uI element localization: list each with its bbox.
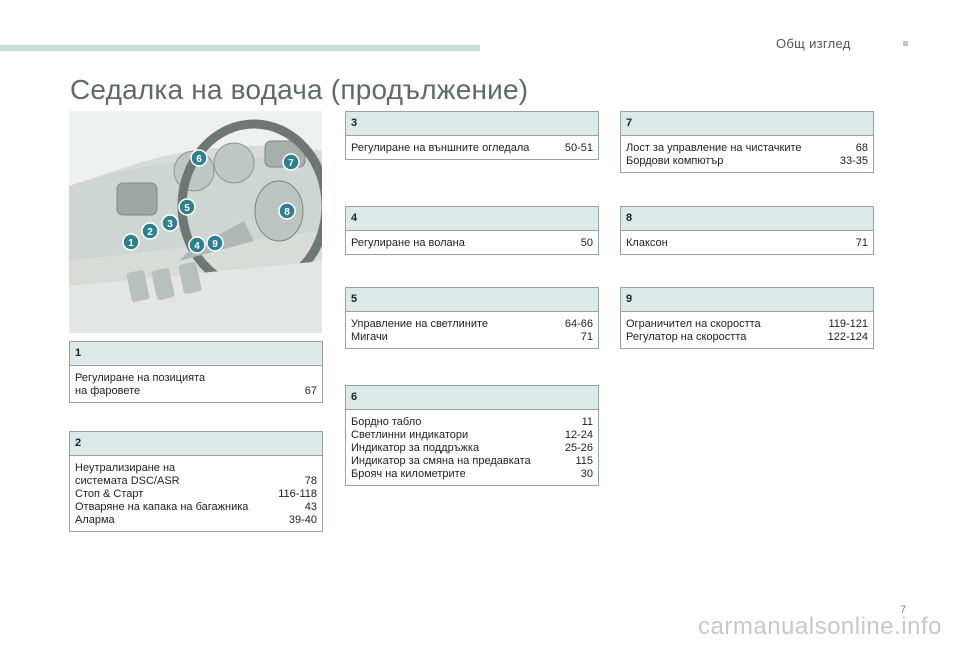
item-page: 116-118 [278, 488, 317, 500]
item-page: 78 [304, 475, 317, 487]
item-text: Регулатор на скоростта [626, 331, 747, 343]
list-item [626, 318, 868, 331]
list-item [351, 468, 593, 481]
info-box-1 [69, 341, 323, 403]
item-page: 71 [855, 237, 868, 249]
box-number: 2 [70, 432, 322, 456]
list-item [351, 429, 593, 442]
item-page: 12-24 [564, 429, 593, 441]
item-page: 50-51 [564, 142, 593, 154]
list-item [626, 237, 868, 250]
list-item [626, 155, 868, 168]
item-page: 25-26 [564, 442, 593, 454]
item-page: 33-35 [839, 155, 868, 167]
box-number: 4 [346, 207, 598, 231]
dashboard-illustration [69, 111, 322, 333]
list-item [75, 488, 317, 501]
item-page: 39-40 [288, 514, 317, 526]
callout-4-label: 4 [194, 241, 200, 252]
item-text: Регулиране на позицията на фаровете [75, 372, 206, 397]
list-item [75, 501, 317, 514]
item-text: Ограничител на скоростта [626, 318, 761, 330]
item-text: Индикатор за смяна на предавката [351, 455, 531, 467]
dashboard-drawing [69, 111, 322, 333]
callout-5-label: 5 [184, 203, 190, 214]
item-text: Бордно табло [351, 416, 422, 428]
page-title: Седалка на водача (продължение) [70, 74, 529, 105]
item-page: 119-121 [828, 318, 868, 330]
box-number: 3 [346, 112, 598, 136]
item-text: Светлинни индикатори [351, 429, 469, 441]
info-box-3 [345, 111, 599, 160]
callout-3-label: 3 [167, 219, 173, 230]
item-page: 68 [855, 142, 868, 154]
info-box-8 [620, 206, 874, 255]
callout-7-label: 7 [288, 158, 294, 169]
item-page: 64-66 [564, 318, 593, 330]
list-item [351, 442, 593, 455]
list-item [351, 318, 593, 331]
list-item [351, 416, 593, 429]
item-text: Регулиране на външните огледала [351, 142, 530, 154]
box-number: 1 [70, 342, 322, 366]
box-number: 7 [621, 112, 873, 136]
list-item [351, 455, 593, 468]
item-text: Клаксон [626, 237, 668, 249]
watermark-text: carmanualsonline.info [698, 613, 942, 640]
list-item [626, 142, 868, 155]
item-text: Лост за управление на чистачките [626, 142, 802, 154]
list-item [75, 462, 317, 488]
item-text: Бордови компютър [626, 155, 724, 167]
list-item [75, 372, 317, 398]
item-page: 43 [304, 501, 317, 513]
callout-1-label: 1 [128, 238, 134, 249]
item-text: Индикатор за поддръжка [351, 442, 480, 454]
box-number: 9 [621, 288, 873, 312]
info-box-9 [620, 287, 874, 349]
callout-2-label: 2 [147, 227, 153, 238]
list-item [626, 331, 868, 344]
page-number: 7 [900, 604, 907, 616]
item-text: Управление на светлините [351, 318, 489, 330]
item-text: Мигачи [351, 331, 388, 343]
list-item [351, 331, 593, 344]
callout-6-label: 6 [196, 154, 202, 165]
item-page: 122-124 [827, 331, 868, 343]
item-text: Отваряне на капака на багажника [75, 501, 249, 513]
header-marker [903, 41, 908, 46]
item-page: 115 [575, 455, 593, 467]
item-text: Стоп & Старт [75, 488, 144, 500]
box-number: 5 [346, 288, 598, 312]
item-page: 71 [580, 331, 593, 343]
list-item [351, 142, 593, 155]
item-text: Аларма [75, 514, 115, 526]
item-page: 11 [581, 416, 593, 428]
list-item [351, 237, 593, 250]
item-page: 67 [304, 385, 317, 397]
callout-8-label: 8 [284, 207, 290, 218]
item-page: 50 [580, 237, 593, 249]
list-item [75, 514, 317, 527]
info-box-6 [345, 385, 599, 486]
item-text: Брояч на километрите [351, 468, 466, 480]
box-number: 8 [621, 207, 873, 231]
item-text: Неутрализиране на системата DSC/ASR [75, 462, 180, 487]
item-text: Регулиране на волана [351, 237, 465, 249]
info-box-4 [345, 206, 599, 255]
box-number: 6 [346, 386, 598, 410]
callout-9-label: 9 [212, 239, 218, 250]
section-title: Общ изглед [776, 36, 851, 51]
info-box-2 [69, 431, 323, 532]
info-box-5 [345, 287, 599, 349]
info-box-7 [620, 111, 874, 173]
header-accent-bar [0, 45, 480, 51]
item-page: 30 [580, 468, 593, 480]
